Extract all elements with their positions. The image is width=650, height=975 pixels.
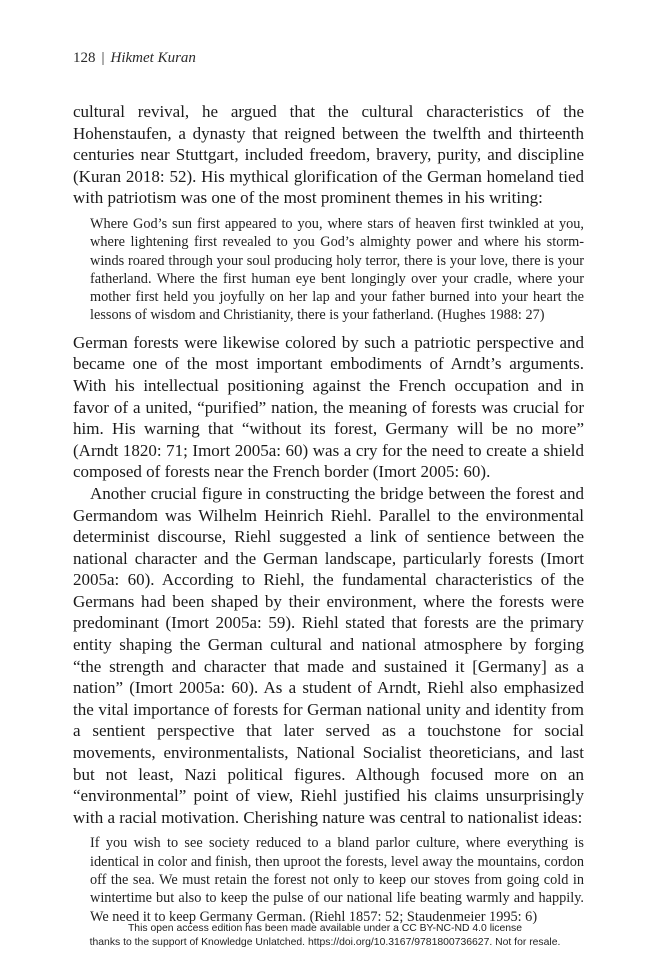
paragraph-2: German forests were likewise colored by such a patriotic perspective and became one of the most important embodiments of Arndt’s arguments. With his intellectual positioning against the French occupation and in favor of a united, “purified” nation, the meaning of forests was crucial for him. His warning that “without its forest, Germany will be no more” (Arndt 1820: 71; Imort 2005a: 60) was a cry for the need to create a shield composed of forests near the French border (Imort 2005: 60). — [73, 332, 584, 482]
page-number: 128 — [73, 50, 96, 66]
license-footer — [0, 922, 650, 949]
header-separator: | — [101, 50, 105, 66]
paragraph-1: cultural revival, he argued that the cultural characteristics of the Hohenstaufen, a dynasty that reigned between the twelfth and thirteenth centuries near Stuttgart, included freedom, bravery, purity, and discipline (Kuran 2018: 52). His mythical glorification of the German homeland tied with patriotism was one of the most prominent themes in his writing: — [73, 102, 584, 208]
running-author: Hikmet Kuran — [110, 50, 196, 66]
license-line-1: This open access edition has been made available under a CC BY-NC-ND 4.0 license — [127, 923, 523, 934]
page-body — [73, 101, 584, 933]
license-line-2: thanks to the support of Knowledge Unlatched. https://doi.org/10.3167/9781800736627. Not for resale. — [89, 936, 561, 948]
block-quote-2: If you wish to see society reduced to a bland parlor culture, where everything is identical in color and finish, then uproot the forests, level away the mountains, cordon off the sea. We must retain the forest not only to keep our stoves from going cold in wintertime but also to keep the pulse of our national life beating warmly and happily. We need it to keep Germany German. (Riehl 1857: 52; Staudenmeier 1995: 6) — [90, 835, 584, 925]
block-quote-1: Where God’s sun first appeared to you, where stars of heaven first twinkled at you, where lightening first revealed to you God’s almighty power and where his storm-winds roared through your soul producing holy terror, there is your love, there is your fatherland. Where the first human eye bent longingly over your cradle, where your mother first held you joyfully on her lap and your father burned into your heart the lessons of wisdom and Christianity, there is your fatherland. (Hughes 1988: 27) — [90, 215, 584, 324]
running-header — [73, 50, 196, 67]
paragraph-3: Another crucial figure in constructing the bridge between the forest and Germandom was Wilhelm Heinrich Riehl. Parallel to the environmental determinist discourse, Riehl suggested a link of sentience between the national character and the German landscape, particularly forests (Imort 2005a: 60). According to Riehl, the fundamental characteristics of the Germans had been shaped by their environment, where the forests were predominant (Imort 2005a: 59). Riehl stated that forests are the primary entity shaping the German cultural and national atmosphere by forging “the strength and character that made and sustained it [Germany] as a nation” (Imort 2005a: 60). As a student of Arndt, Riehl also emphasized the vital importance of forests for German national unity and identity from a sentient perspective that later served as a touchstone for social movements, environmentalists, National Socialist theoreticians, and last but not least, Nazi political figures. Although focused more on an “environmental” point of view, Riehl justified his claims unsurprisingly with a racial motivation. Cherishing nature was central to nationalist ideas: — [73, 483, 584, 827]
